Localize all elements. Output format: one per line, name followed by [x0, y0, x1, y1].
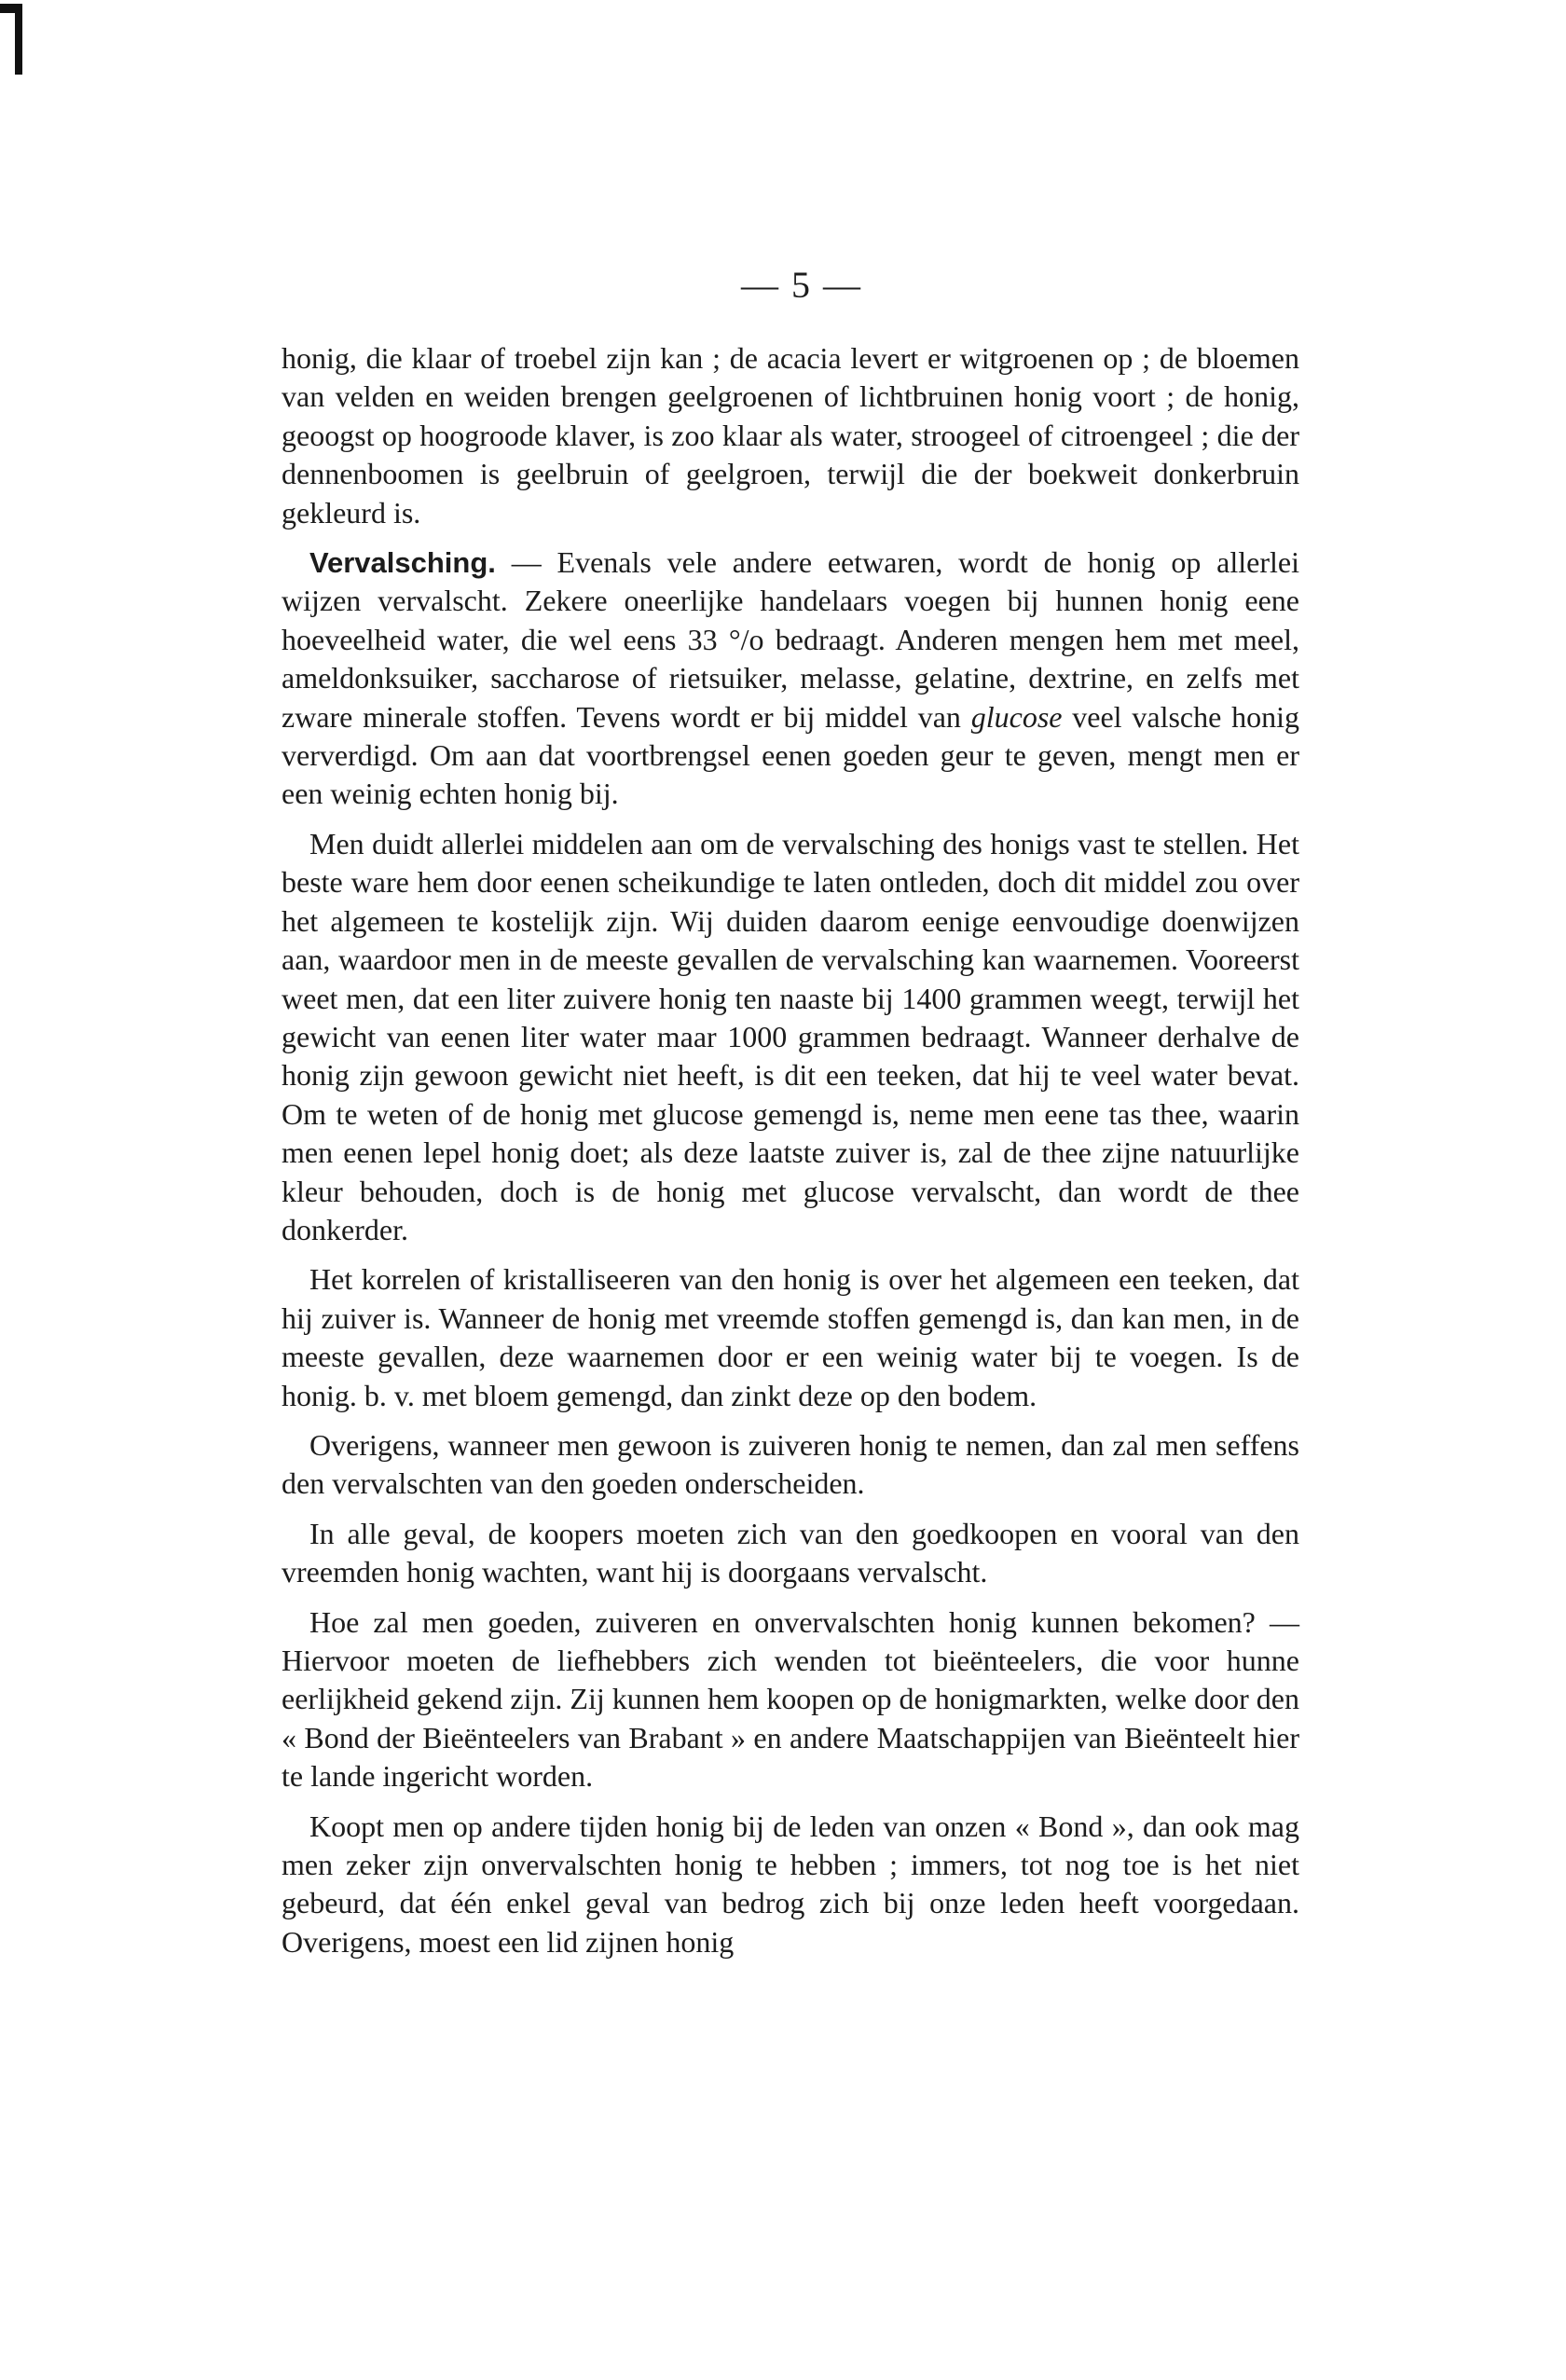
paragraph-buyer-warning: In alle geval, de koopers moeten zich van den goedkoopen en vooral van den vreemden honig wachten, want hij is doorgaans vervalscht. [282, 1516, 1299, 1589]
paragraph-adulteration [282, 543, 1299, 814]
scan-corner-mark [0, 0, 24, 78]
section-heading-vervalsching: Vervalsching. [309, 546, 496, 580]
paragraph-habit: Overigens, wanneer men gewoon is zuiveren honig te nemen, dan zal men seffens den vervalschten van den goeden onderscheiden. [282, 1427, 1299, 1501]
paragraph-adulteration-text-b: veel valsche honig ververdigd. Om aan dat voortbrengsel eenen goeden geur te geven, mengt men er een weinig echten honig bij. [282, 699, 1300, 811]
paragraph-where-to-buy: Hoe zal men goeden, zuiveren en onvervalschten honig kunnen bekomen? — Hiervoor moeten de liefhebbers zich wenden tot bieënteelers, die voor hunne eerlijkheid gekend zijn. Zij kunnen hem koopen op de honigmarkten, welke door den « Bond der Bieënteelers van Brabant » en andere Maatschappijen van Bieënteelt hier te lande ingericht worden. [282, 1604, 1299, 1794]
paragraph-bond-members: Koopt men op andere tijden honig bij de leden van onzen « Bond », dan ook mag men zeker zijn onvervalschten honig te hebben ; immers, tot nog toe is het niet gebeurd, dat één enkel geval van bedrog zich bij onze leden heeft voorgedaan. Overigens, moest een lid zijnen honig [282, 1809, 1299, 1959]
paragraph-adulteration-text-a: — Evenals vele andere eetwaren, wordt de honig op allerlei wijzen vervalscht. Zekere oneerlijke handelaars voegen bij hunnen honig eene hoeveelheid water, die wel eens 33 °/o bedraagt. Anderen mengen hem met meel, ameldonksuiker, saccharose of rietsuiker, melasse, gelatine, dextrine, en zelfs met zware minerale stoffen. Tevens wordt er bij middel van [282, 545, 1299, 734]
emphasis-glucose: glucose [970, 699, 1063, 734]
paragraph-honey-colours: honig, die klaar of troebel zijn kan ; de acacia levert er witgroenen op ; de bloemen van velden en weiden brengen geelgroenen of lichtbruinen honig voort ; de honig, geoogst op hoogroode klaver, is zoo klaar als water, stroogeel of citroengeel ; die der dennenboomen is geelbruin of geelgroen, terwijl die der boekweit donkerbruin gekleurd is. [282, 341, 1299, 530]
paragraph-detection-methods: Men duidt allerlei middelen aan om de vervalsching des honigs vast te stellen. Het beste ware hem door eenen scheikundige te laten ontleden, doch dit middel zou over het algemeen te kostelijk zijn. Wij duiden daarom eenige eenvoudige doenwijzen aan, waardoor men in de meeste gevallen de vervalsching kan waarnemen. Vooreerst weet men, dat een liter zuivere honig ten naaste bij 1400 grammen weegt, terwijl het gewicht van eenen liter water maar 1000 grammen bedraagt. Wanneer derhalve de honig zijn gewoon gewicht niet heeft, is dit een teeken, dat hij te veel water bevat. Om te weten of de honig met glucose gemengd is, neme men eene tas thee, waarin men eenen lepel honig doet; als deze laatste zuiver is, zal de thee zijne natuurlijke kleur behouden, doch is de honig met glucose vervalscht, dan wordt de thee donkerder. [282, 826, 1299, 1246]
page-number: — 5 — [741, 264, 862, 306]
paragraph-crystallisation: Het korrelen of kristalliseeren van den honig is over het algemeen een teeken, dat hij zuiver is. Wanneer de honig met vreemde stoffen gemengd is, dan kan men, in de meeste gevallen, deze waarnemen door er een weinig water bij te voegen. Is de honig. b. v. met bloem gemengd, dan zinkt deze op den bodem. [282, 1262, 1299, 1412]
page-text [282, 339, 1299, 1961]
